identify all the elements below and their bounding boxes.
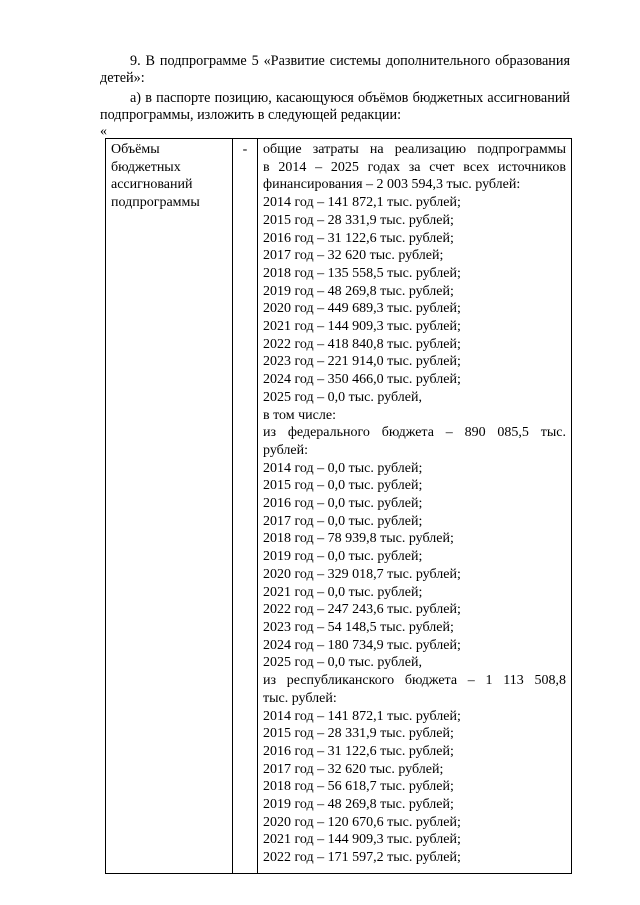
budget-content-cell xyxy=(258,139,572,874)
content-line: 2020 год – 449 689,3 тыс. рублей; xyxy=(263,301,461,317)
content-line: 2019 год – 48 269,8 тыс. рублей; xyxy=(263,283,454,299)
content-line: 2024 год – 350 466,0 тыс. рублей; xyxy=(263,372,461,388)
content-line: в том числе: xyxy=(263,407,336,423)
content-line: 2017 год – 32 620 тыс. рублей; xyxy=(263,761,444,777)
content-line: тыс. рублей: xyxy=(263,690,337,706)
content-line: 2019 год – 48 269,8 тыс. рублей; xyxy=(263,797,454,813)
content-line: 2017 год – 32 620 тыс. рублей; xyxy=(263,248,444,264)
content-line: 2018 год – 135 558,5 тыс. рублей; xyxy=(263,265,461,281)
content-line: 2019 год – 0,0 тыс. рублей; xyxy=(263,549,423,565)
content-line: 2020 год – 329 018,7 тыс. рублей; xyxy=(263,566,461,582)
content-line: рублей: xyxy=(263,442,308,458)
content-line: финансирования – 2 003 594,3 тыс. рублей: xyxy=(263,177,521,193)
label-line: бюджетных xyxy=(111,159,181,175)
opening-quote: « xyxy=(100,124,107,139)
content-line: 2023 год – 221 914,0 тыс. рублей; xyxy=(263,354,461,370)
content-line: 2021 год – 144 909,3 тыс. рублей; xyxy=(263,832,461,848)
content-line: 2021 год – 144 909,3 тыс. рублей; xyxy=(263,319,461,335)
dash-cell: - xyxy=(233,139,258,874)
content-line: 2025 год – 0,0 тыс. рублей, xyxy=(263,389,422,405)
content-line: 2016 год – 31 122,6 тыс. рублей; xyxy=(263,743,454,759)
content-line: общие затраты на реализацию подпрограммы xyxy=(263,142,566,157)
content-line: 2022 год – 418 840,8 тыс. рублей; xyxy=(263,336,461,352)
content-line: из федерального бюджета – 890 085,5 тыс. xyxy=(263,425,566,441)
content-line: 2017 год – 0,0 тыс. рублей; xyxy=(263,513,423,529)
paragraph-a: а) в паспорте позицию, касающуюся объёмов бюджетных ассигнований подпрограммы, изложить в следующей редакции: xyxy=(100,90,570,123)
content-line: 2016 год – 0,0 тыс. рублей; xyxy=(263,496,423,512)
content-line: 2025 год – 0,0 тыс. рублей, xyxy=(263,655,422,671)
paragraph-9: 9. В подпрограмме 5 «Развитие системы дополнительного образования детей»: xyxy=(100,53,570,86)
table-row xyxy=(106,139,572,874)
content-line: 2020 год – 120 670,6 тыс. рублей; xyxy=(263,814,461,830)
content-line: 2015 год – 28 331,9 тыс. рублей; xyxy=(263,212,454,228)
content-line: 2014 год – 141 872,1 тыс. рублей; xyxy=(263,708,461,724)
content-line: 2018 год – 78 939,8 тыс. рублей; xyxy=(263,531,454,547)
content-line: из республиканского бюджета – 1 113 508,8 xyxy=(263,673,566,689)
budget-label-cell xyxy=(106,139,233,874)
label-line: подпрограммы xyxy=(111,195,200,211)
passport-table xyxy=(105,138,572,874)
content-line: в 2014 – 2025 годах за счет всех источников xyxy=(263,159,566,175)
label-line: Объёмы xyxy=(111,142,160,157)
content-line: 2015 год – 0,0 тыс. рублей; xyxy=(263,478,423,494)
content-line: 2022 год – 171 597,2 тыс. рублей; xyxy=(263,850,461,866)
content-line: 2023 год – 54 148,5 тыс. рублей; xyxy=(263,619,454,635)
content-line: 2014 год – 0,0 тыс. рублей; xyxy=(263,460,423,476)
content-line: 2021 год – 0,0 тыс. рублей; xyxy=(263,584,423,600)
content-line: 2014 год – 141 872,1 тыс. рублей; xyxy=(263,195,461,211)
content-line: 2016 год – 31 122,6 тыс. рублей; xyxy=(263,230,454,246)
content-line: 2018 год – 56 618,7 тыс. рублей; xyxy=(263,779,454,795)
content-line: 2022 год – 247 243,6 тыс. рублей; xyxy=(263,602,461,618)
content-line: 2015 год – 28 331,9 тыс. рублей; xyxy=(263,726,454,742)
content-line: 2024 год – 180 734,9 тыс. рублей; xyxy=(263,637,461,653)
label-line: ассигнований xyxy=(111,177,193,193)
